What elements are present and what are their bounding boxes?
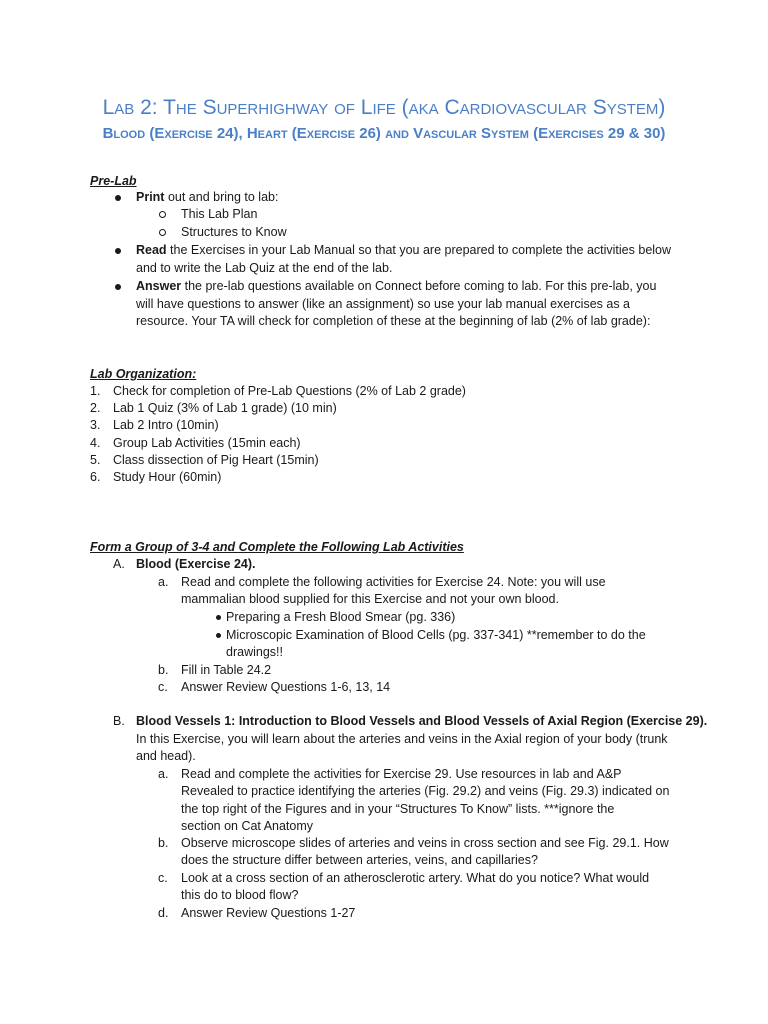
organization-heading: Lab Organization: (90, 367, 197, 381)
section-b-title: Blood Vessels 1: Introduction to Blood Vessels and Blood Vessels of Axial Region (Exercise 29). (136, 714, 708, 728)
section-a-title: Blood (Exercise 24). (136, 557, 256, 571)
bullet-icon (115, 284, 121, 290)
answer-line-3: resource. Your TA will check for completion of these at the beginning of lab (2% of lab grade): (136, 314, 651, 328)
a-a-line-2: mammalian blood supplied for this Exercise and not your own blood. (181, 592, 559, 606)
b-a-line-1: Read and complete the activities for Exercise 29. Use resources in lab and A&P (181, 767, 622, 781)
circle-bullet-icon (159, 229, 166, 236)
print-subitem: This Lab Plan (181, 207, 258, 221)
answer-rest: the pre-lab questions available on Connect before coming to lab. For this pre-lab, you (181, 279, 657, 293)
b-a-line-2: Revealed to practice identifying the arteries (Fig. 29.2) and veins (Fig. 29.3) indicated on (181, 784, 670, 798)
b-d-letter: d. (158, 906, 169, 920)
prelab-read-item (136, 242, 671, 260)
b-d-text: Answer Review Questions 1-27 (181, 906, 356, 920)
read-bold: Read (136, 243, 167, 257)
b-a-letter: a. (158, 767, 169, 781)
read-rest: the Exercises in your Lab Manual so that you are prepared to complete the activities below (166, 243, 672, 257)
print-subitem: Structures to Know (181, 225, 287, 239)
a-c-letter: c. (158, 680, 168, 694)
a-sub-item-2: Microscopic Examination of Blood Cells (pg. 337-341) **remember to do the (226, 628, 646, 642)
org-num: 1. (90, 384, 101, 398)
section-b-letter: B. (113, 714, 125, 728)
org-num: 3. (90, 418, 101, 432)
bullet-icon (115, 195, 121, 201)
print-rest: out and bring to lab: (164, 190, 279, 204)
b-c-line-2: this do to blood flow? (181, 888, 299, 902)
a-a-letter: a. (158, 575, 169, 589)
org-item: Study Hour (60min) (113, 470, 222, 484)
a-sub-item-2-line-2: drawings!! (226, 645, 283, 659)
a-b-text: Fill in Table 24.2 (181, 663, 272, 677)
circle-bullet-icon (159, 211, 166, 218)
page-title: Lab 2: The Superhighway of Life (aka Cardiovascular System) (102, 96, 666, 119)
prelab-answer-item (136, 278, 656, 296)
b-c-letter: c. (158, 871, 168, 885)
answer-bold: Answer (136, 279, 182, 293)
bullet-icon (216, 633, 221, 638)
prelab-print-item (136, 189, 278, 207)
org-item: Lab 1 Quiz (3% of Lab 1 grade) (10 min) (113, 401, 337, 415)
b-b-line-2: does the structure differ between arteries, veins, and capillaries? (181, 853, 538, 867)
b-b-letter: b. (158, 836, 169, 850)
b-a-line-3: the top right of the Figures and in your “Structures To Know” lists. ***ignore the (181, 802, 615, 816)
org-num: 6. (90, 470, 101, 484)
read-line-2: and to write the Lab Quiz at the end of the lab. (136, 261, 393, 275)
org-num: 4. (90, 436, 101, 450)
org-item: Group Lab Activities (15min each) (113, 436, 301, 450)
bullet-icon (115, 248, 121, 254)
section-a-letter: A. (113, 557, 125, 571)
org-num: 5. (90, 453, 101, 467)
a-b-letter: b. (158, 663, 169, 677)
a-c-text: Answer Review Questions 1-6, 13, 14 (181, 680, 391, 694)
answer-line-2: will have questions to answer (like an assignment) so use your lab manual exercises as a (136, 297, 630, 311)
activities-heading: Form a Group of 3-4 and Complete the Following Lab Activities (90, 540, 464, 554)
b-a-line-4: section on Cat Anatomy (181, 819, 314, 833)
a-a-line-1: Read and complete the following activities for Exercise 24. Note: you will use (181, 575, 606, 589)
b-b-line-1: Observe microscope slides of arteries and veins in cross section and see Fig. 29.1. How (181, 836, 669, 850)
bullet-icon (216, 615, 221, 620)
prelab-heading: Pre-Lab (90, 174, 137, 188)
b-c-line-1: Look at a cross section of an atherosclerotic artery. What do you notice? What would (181, 871, 650, 885)
org-num: 2. (90, 401, 101, 415)
b-intro-line-2: and head). (136, 749, 196, 763)
a-sub-item-1: Preparing a Fresh Blood Smear (pg. 336) (226, 610, 456, 624)
org-item: Class dissection of Pig Heart (15min) (113, 453, 319, 467)
org-item: Check for completion of Pre-Lab Questions (2% of Lab 2 grade) (113, 384, 466, 398)
page-subtitle: Blood (Exercise 24), Heart (Exercise 26) and Vascular System (Exercises 29 & 30) (102, 125, 666, 142)
print-bold: Print (136, 190, 165, 204)
org-item: Lab 2 Intro (10min) (113, 418, 219, 432)
b-intro-line-1: In this Exercise, you will learn about the arteries and veins in the Axial region of your body (trunk (136, 732, 668, 746)
